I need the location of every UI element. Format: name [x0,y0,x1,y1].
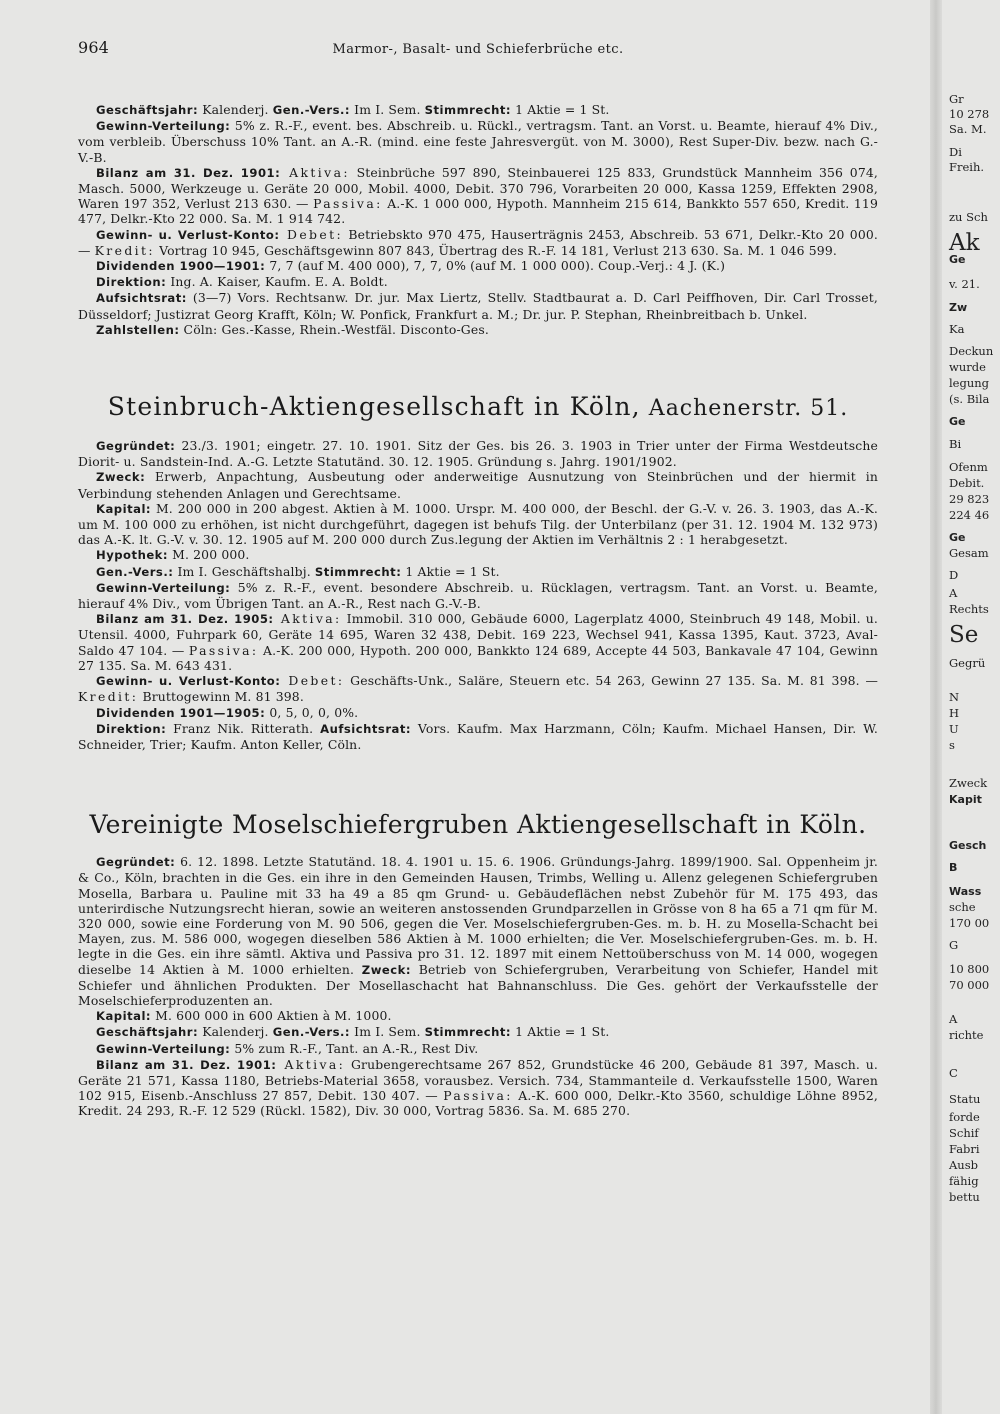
facing-page-fragment: (s. Bila [949,392,990,406]
para-geschaeftsjahr: Geschäftsjahr: Kalenderj. Gen.-Vers.: Im I. Sem. Stimmrecht: 1 Aktie = 1 St. [96,102,610,117]
facing-page-fragment: Statu [949,1092,981,1106]
facing-page-fragment: Ausb [949,1158,978,1172]
label-gewinn-verteilung: Gewinn-Verteilung: [96,580,231,595]
facing-page-fragment: v. 21. [949,277,980,291]
running-head-title: Marmor-, Basalt- und Schieferbrüche etc. [332,42,624,57]
facing-page-fragment: Ka [949,322,965,336]
label-hypothek: Hypothek: [96,548,169,563]
facing-page-fragment: Bi [949,437,962,451]
facing-page-fragment: forde [949,1110,980,1124]
label-gegruendet: Gegründet: [96,855,176,870]
facing-page-fragment: 224 46 [949,508,990,522]
para-gewinn-verteilung: Gewinn-Verteilung: 5% z. R.-F., event. bes. Abschreib. u. Rückl., vertragsm. Tant. an Vorst. u. Beamte, hierauf 4% Div., vom verbleib. Überschuss 10% Tant. an A.-R. (mind. eine feste Jahresvergüt. von M. 3000), Rest Super-Div. bezw. nach G.-V.-B. [78,118,878,165]
section-title-steinbruch: Steinbruch-Aktiengesellschaft in Köln, Aachenerstr. 51. [107,392,849,422]
label-bilanz: Bilanz am 31. Dez. 1905: [96,612,274,627]
section-address: Aachenerstr. 51. [640,396,849,422]
label-dividenden: Dividenden 1900—1901: [96,259,266,274]
facing-page-fragment: bettu [949,1190,980,1204]
facing-page-fragment: Freih. [949,160,985,174]
para-hypothek: Hypothek: M. 200 000. [96,547,250,563]
facing-page-fragment: sche [949,900,976,914]
label-aufsichtsrat: Aufsichtsrat: [320,721,412,736]
para-zahlstellen: Zahlstellen: Cöln: Ges.-Kasse, Rhein.-Westfäl. Disconto-Ges. [96,321,489,337]
facing-page-fragment: 170 00 [949,916,990,930]
para-direktion: Direktion: Ing. A. Kaiser, Kaufm. E. A. Boldt. [96,274,388,290]
label-gewinn-verteilung: Gewinn-Verteilung: [96,1041,231,1056]
facing-page-fragment: Ge [949,531,966,544]
facing-page-fragment: 10 278 [949,107,990,121]
label-stimmrecht: Stimmrecht: [424,103,512,117]
label-gewinn-verlust: Gewinn- u. Verlust-Konto: [96,674,281,689]
label-geschaeftsjahr: Geschäftsjahr: [96,1025,199,1040]
facing-page-fragment: C [949,1066,958,1080]
facing-page-fragment: s [949,738,955,752]
facing-page-fragment: Zw [949,301,968,314]
facing-page-fragment: Ak [949,230,980,256]
para-gewinn-verlust: Gewinn- u. Verlust-Konto: Debet: Geschäfts-Unk., Saläre, Steuern etc. 54 263, Gewinn 27 135. Sa. M. 81 398. — Kredit: Bruttogewinn M. 81 398. [78,673,878,705]
para-dividenden: Dividenden 1901—1905: 0, 5, 0, 0, 0%. [96,704,359,720]
label-kapital: Kapital: [96,501,152,516]
para-bilanz: Bilanz am 31. Dez. 1905: Aktiva: Immobil. 310 000, Gebäude 6000, Lagerplatz 4000, Steinbruch 49 148, Mobil. u. Utensil. 4000, Fuhrpark 60, Geräte 14 695, Waren 32 438, Debit. 169 223, Wechsel 941, Kassa 1395, Kaut. 3723, Aval-Saldo 47 104. — Passiva: A.-K. 200 000, Hypoth. 200 000, Bankkto 124 689, Accepte 44 503, Bankavale 47 104, Gewinn 27 135. Sa. M. 643 431. [78,611,878,673]
label-stimmrecht: Stimmrecht: [314,564,402,579]
para-kapital: Kapital: M. 600 000 in 600 Aktien à M. 1000. [96,1008,392,1024]
page-number: 964 [78,38,109,57]
facing-page-fragment: Ge [949,253,966,266]
facing-page-fragment: Deckun [949,344,994,358]
facing-page-fragment: Fabri [949,1142,980,1156]
facing-page-fragment: N [949,690,960,704]
facing-page-fragment: Di [949,145,962,159]
para-bilanz: Bilanz am 31. Dez. 1901: Aktiva: Grubengerechtsame 267 852, Grundstücke 46 200, Gebäude 81 397, Masch. u. Geräte 21 571, Kassa 1180, Betriebs-Material 3658, vorausbez. Versich. 734, Stammanteile d. Verkaufsstelle 1500, Waren 102 915, Eisenb.-Anschluss 27 857, Debit. 130 407. — Passiva: A.-K. 600 000, Delkr.-Kto 3560, schuldige Löhne 8952, Kredit. 24 293, R.-F. 12 529 (Rückl. 1582), Div. 30 000, Vortrag 5836. Sa. M. 685 270. [78,1056,878,1119]
facing-page-fragment: 29 823 [949,492,990,506]
label-zweck: Zweck: [96,470,146,485]
facing-page-fragment: Sa. M. [949,122,987,136]
facing-page-fragment: Ge [949,415,966,428]
para-gewinn-verlust: Gewinn- u. Verlust-Konto: Debet: Betriebskto 970 475, Hauserträgnis 2453, Abschreib. 53 671, Delkr.-Kto 20 000. — Kredit: Vortrag 10 945, Geschäftsgewinn 807 843, Übertrag des R.-F. 14 181, Verlust 213 630. Sa. M. 1 046 599. [78,226,878,258]
label-gegruendet: Gegründet: [96,439,176,454]
facing-page-fragment: Gegrü [949,656,986,670]
facing-page-fragment: wurde [949,360,986,374]
para-gegruendet: Gegründet: 6. 12. 1898. Letzte Statutänd. 18. 4. 1901 u. 15. 6. 1906. Gründungs-Jahrg. 1899/1900. Sal. Oppenheim jr. & Co., Köln, brachten in die Ges. ein ihre in den Gemeinden Hausen, Trimbs, Welling u. Allenz gelegenen Schiefergruben Mosella, Barbara u. Pauline mit 33 ha 49 a 85 qm Grund- u. Gebäudeflächen nebst Zubehör für M. 175 493, das unterirdische Nutzungsrecht hieran, sowie an weiteren anstossenden Grundparzellen in Grösse von 8 ha 65 a 71 qm für M. 320 000, sowie eine Forderung von M. 90 506, gegen die Ver. Moselschiefergruben-Ges. m. b. H. zu Mosella-Schacht bei Mayen, zus. M. 586 000, wogegen dieselben 586 Aktien à M. 1000 erhielten; die Ver. Moselschiefergruben-Ges. m. b. H. legte in die Ges. ein ihre sämtl. Aktiva und Passiva pro 31. 12. 1897 mit einem Nettoüberschuss von M. 14 000, wogegen dieselbe 14 Aktien à M. 1000 erhielten. Zweck: Betrieb von Schiefergruben, Verarbeitung von Schiefer, Handel mit Schiefer und ähnlichen Produkten. Der Mosellaschacht hat Bahnanschluss. Die Ges. gehört der Verkaufsstelle der Moselschieferproduzenten an. [78,854,879,1008]
facing-page-fragment: legung [949,376,990,390]
label-gen-vers: Gen.-Vers.: [272,1025,351,1040]
facing-page-fragment: Ofenm [949,460,988,474]
facing-page-fragment: Gr [949,92,964,106]
label-bilanz: Bilanz am 31. Dez. 1901: [96,1057,277,1072]
facing-page-fragment: H [949,706,960,720]
label-gen-vers: Gen.-Vers.: [96,564,174,579]
facing-page-fragment: Gesch [949,839,987,852]
para-geschaeftsjahr: Geschäftsjahr: Kalenderj. Gen.-Vers.: Im I. Sem. Stimmrecht: 1 Aktie = 1 St. [96,1024,610,1040]
main-column [78,40,878,1119]
facing-page-fragment: Rechts [949,602,989,616]
label-gewinn-verlust: Gewinn- u. Verlust-Konto: [96,227,280,242]
label-stimmrecht: Stimmrecht: [424,1025,512,1040]
label-aufsichtsrat: Aufsichtsrat: [96,291,187,306]
page-gutter [930,0,942,1414]
facing-page-fragment: G [949,938,959,952]
facing-page-fragment: 70 000 [949,978,990,992]
facing-page-fragment: Zweck [949,776,988,790]
label-geschaeftsjahr: Geschäftsjahr: [96,103,199,117]
facing-page-fragment: Kapit [949,793,982,806]
label-gewinn-verteilung: Gewinn-Verteilung: [96,119,231,134]
para-bilanz: Bilanz am 31. Dez. 1901: Aktiva: Steinbrüche 597 890, Steinbauerei 125 833, Grundstück Mannheim 356 074, Masch. 5000, Werkzeuge u. Geräte 20 000, Mobil. 4000, Debit. 370 796, Vorarbeiten 20 000, Kassa 1259, Effekten 2908, Waren 197 352, Verlust 213 630. — Passiva: A.-K. 1 000 000, Hypoth. Mannheim 215 614, Bankkto 557 650, Kredit. 119 477, Delkr.-Kto 22 000. Sa. M. 1 914 742. [78,164,878,227]
facing-page-fragment: zu Sch [949,210,988,224]
label-direktion: Direktion: [96,721,167,736]
facing-page-fragment: D [949,568,959,582]
facing-page-fragment: Schif [949,1126,979,1140]
facing-page-fragment: fähig [949,1174,979,1188]
facing-page-fragment: U [949,722,959,736]
facing-page-fragment: richte [949,1028,984,1042]
para-aufsichtsrat: Aufsichtsrat: (3—7) Vors. Rechtsanw. Dr. jur. Max Liertz, Stellv. Stadtbaurat a. D. Carl Peiffhoven, Dir. Carl Trosset, Düsseldorf; Justizrat Georg Krafft, Köln; W. Ponfick, Frankfurt a. M.; Dr. jur. P. Stephan, Rheinbreitbach b. Unkel. [78,290,878,322]
para-dividenden: Dividenden 1900—1901: 7, 7 (auf M. 400 000), 7, 7, 0% (auf M. 1 000 000). Coup.-Verj.: 4 J. (K.) [96,258,726,274]
running-head [78,40,878,70]
facing-page-fragment: Wass [949,885,982,898]
para-kapital: Kapital: M. 200 000 in 200 abgest. Aktien à M. 1000. Urspr. M. 400 000, der Beschl. der G.-V. v. 26. 3. 1903, das A.-K. um M. 100 000 zu erhöhen, ist nicht durchgeführt, dagegen ist behufs Tilg. der Unterbilanz (per 31. 12. 1904 M. 132 973) das A.-K. lt. G.-V. v. 30. 12. 1905 auf M. 200 000 durch Zus.legung der Aktien im Verhältnis 2 : 1 herabgesetzt. [78,500,878,548]
facing-page-fragment: Debit. [949,476,985,490]
facing-page-fragment: A [949,1012,958,1026]
label-dividenden: Dividenden 1901—1905: [96,705,266,720]
label-bilanz: Bilanz am 31. Dez. 1901: [96,165,281,180]
facing-page-fragment: 10 800 [949,962,990,976]
label-zweck: Zweck: [361,962,411,977]
para-gewinn-verteilung: Gewinn-Verteilung: 5% z. R.-F., event. besondere Abschreib. u. Rücklagen, vertragsm. Tant. an Vorst. u. Beamte, hierauf 4% Div., vom Übrigen Tant. an A.-R., Rest nach G.-V.-B. [78,579,878,612]
para-zweck: Zweck: Erwerb, Anpachtung, Ausbeutung oder anderweitige Ausnutzung von Steinbrüchen und der hiermit in Verbindung stehenden Anlagen und Gerechtsame. [78,469,878,501]
label-gen-vers: Gen.-Vers.: [272,103,351,117]
para-gen-vers: Gen.-Vers.: Im I. Geschäftshalbj. Stimmrecht: 1 Aktie = 1 St. [96,563,500,579]
label-direktion: Direktion: [96,275,167,290]
para-direktion: Direktion: Franz Nik. Ritterath. Aufsichtsrat: Vors. Kaufm. Max Harzmann, Cöln; Kaufm. Michael Hansen, Dir. W. Schneider, Trier; Kaufm. Anton Keller, Cöln. [78,720,878,752]
para-gewinn-verteilung: Gewinn-Verteilung: 5% zum R.-F., Tant. an A.-R., Rest Div. [96,1040,479,1056]
facing-page-edge [945,0,1000,1414]
facing-page-fragment: Se [949,622,979,648]
facing-page-fragment: Gesam [949,546,989,560]
facing-page-fragment: B [949,861,958,874]
label-zahlstellen: Zahlstellen: [96,322,180,337]
para-gegruendet: Gegründet: 23./3. 1901; eingetr. 27. 10. 1901. Sitz der Ges. bis 26. 3. 1903 in Trier unter der Firma Westdeutsche Diorit- u. Sandstein-Ind. A.-G. Letzte Statutänd. 30. 12. 1905. Gründung s. Jahrg. 1901/1902. [78,438,878,470]
label-kapital: Kapital: [96,1009,152,1024]
facing-page-fragment: A [949,586,958,600]
section-title-moselschiefer: Vereinigte Moselschiefergruben Aktiengesellschaft in Köln. [89,810,867,840]
